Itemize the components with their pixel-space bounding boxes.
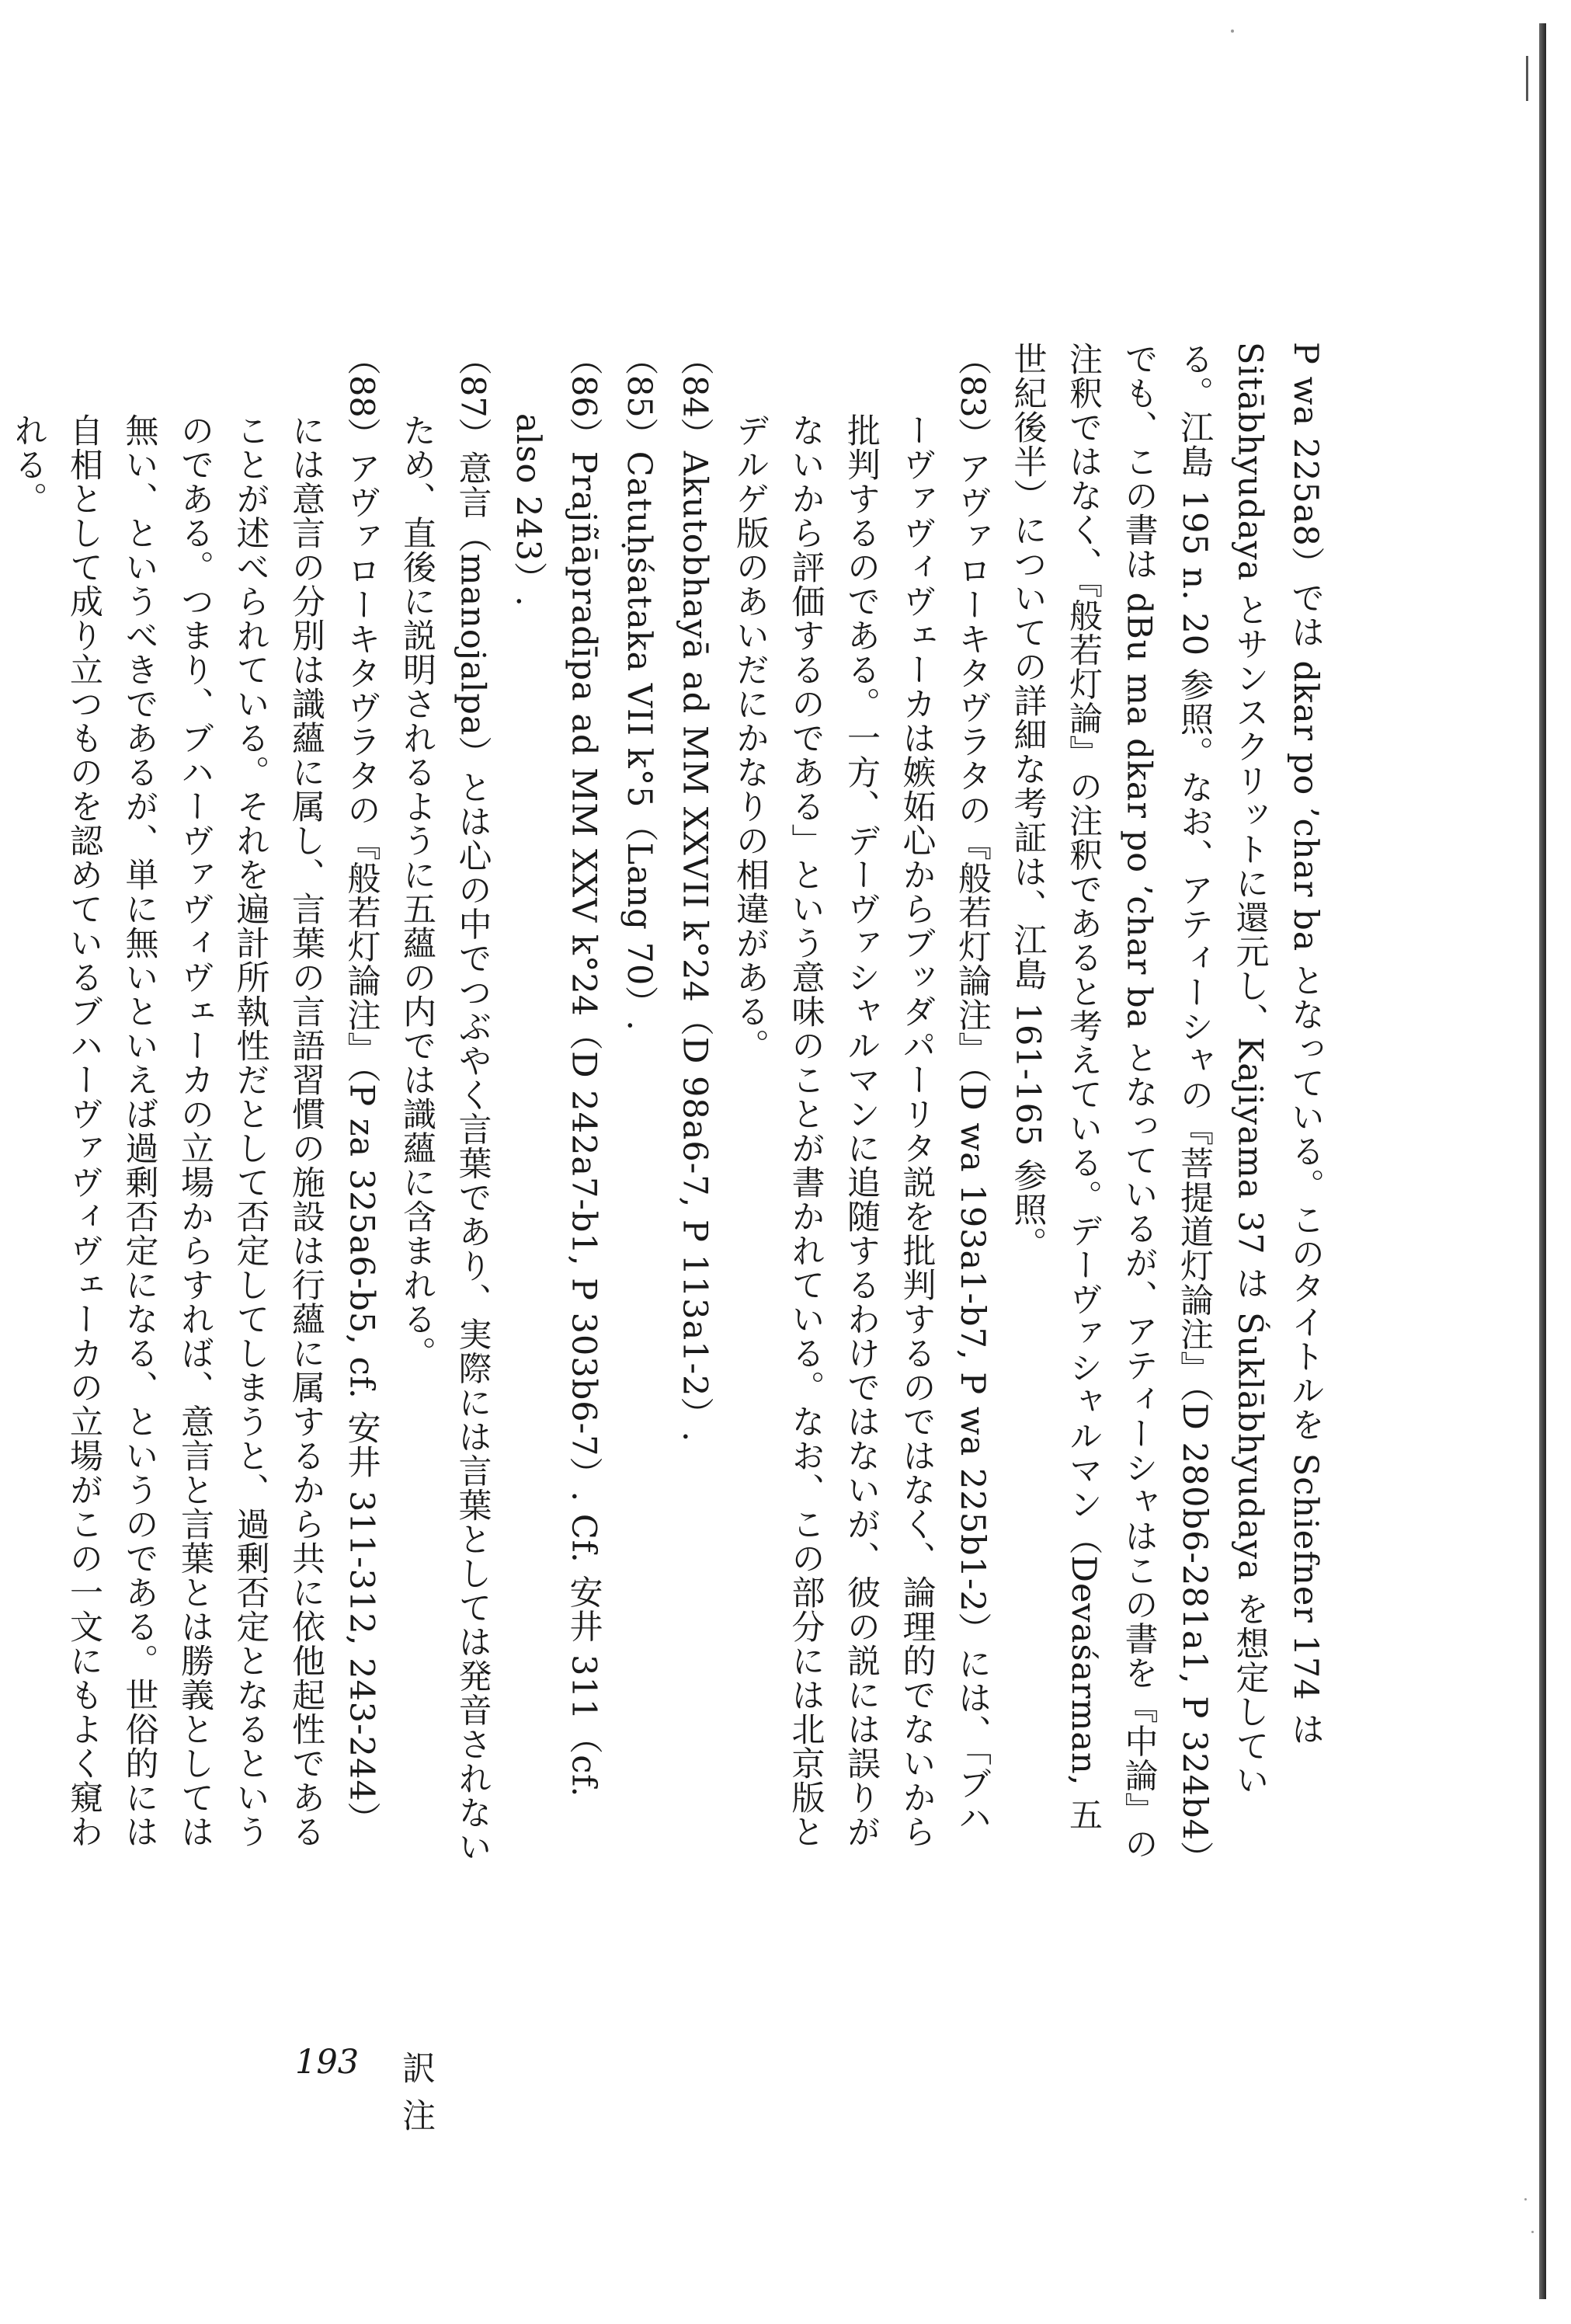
binding-mark [1526, 56, 1528, 101]
page-number: 193 [295, 2043, 360, 2082]
note-text: アヴァローキタヴラタの『般若灯論注』（D wa 193a1-b7, P wa 225b1-2）には、「ブハーヴァヴィヴェーカは嫉妬心からブッダパーリタ説を批判するのではなく、論理的でないから批判するのである。一方、デーヴァシャルマンに追随するわけではないが、彼の説には誤りがないから評価するのである」という意味のことが書かれている。なお、この部分には北京版とデルゲ版のあいだにかなりの相違がある。 [731, 413, 992, 1849]
vertical-body-text [9, 342, 1333, 1864]
note-85 [611, 342, 667, 1864]
note-number: （83） [953, 342, 992, 451]
continued-note-paragraph: P wa 225a8）では dkar po ’char ba となっている。このタイトルを Schiefner 174 は Sitābhyudaya とサンスクリットに還元し、Kajiyama 37 は Śuklābhyudaya を想定している。江島 195 n. 20 参照。なお、アティーシャの『菩提道灯論注』（D 280b6-281a1, P 324b4）でも、この書は dBu ma dkar po ’char ba となっているが、アティーシャはこの書を『中論』の注釈ではなく、『般若灯論』の注釈であると考えている。デーヴァシャルマン（Devaśarman, 五世紀後半）についての詳細な考証は、江島 161-165 参照。 [1008, 342, 1325, 1861]
note-number: （84） [675, 342, 714, 451]
note-text: Akutobhayā ad MM XXVII k°24（D 98a6-7, P 113a1-2）. [675, 451, 714, 1443]
note-number: （85） [620, 342, 659, 451]
note-87 [389, 342, 500, 1864]
note-text: Prajñāpradīpa ad MM XXV k°24（D 242a7-b1, P 303b6-7）. Cf. 安井 311（cf. also 243）. [509, 413, 603, 1798]
note-84 [666, 342, 722, 1864]
note-number: （87） [453, 342, 492, 451]
scan-speck [1531, 2231, 1534, 2233]
note-text: Catuḥśataka VII k°5（Lang 70）. [620, 451, 659, 1032]
note-text: アヴァローキタヴラタの『般若灯論注』（P za 325a6-b5, cf. 安井 311-312, 243-244）には意言の分別は識蘊に属し、言葉の言語習慣の施設は行蘊に属するから共に依他起性であることが述べられている。それを遍計所執性だとして否定してしまうと、過剰否定となるというのである。つまり、ブハーヴァヴィヴェーカの立場からすれば、意言と言葉とは勝義としては無い、というべきであるが、単に無いといえば過剰否定になる、というのである。世俗的には自相として成り立つものを認めているブハーヴァヴィヴェーカの立場がこの一文にもよく窺われる。 [9, 413, 381, 1849]
note-number: （88） [342, 342, 381, 451]
scan-speck [1231, 30, 1234, 33]
note-text: 意言（manojalpa）とは心の中でつぶやく言葉であり、実際には言葉としては発音されないため、直後に説明されるように五蘊の内では識蘊に含まれる。 [398, 413, 492, 1864]
scan-speck [1524, 2198, 1527, 2200]
binding-shadow [1539, 23, 1546, 2299]
note-number: （86） [564, 342, 603, 451]
note-83 [722, 342, 1000, 1864]
page-footer [295, 2043, 544, 2136]
running-head: 訳 注 [402, 2050, 481, 2136]
note-88 [0, 342, 389, 1864]
note-86 [500, 342, 611, 1864]
